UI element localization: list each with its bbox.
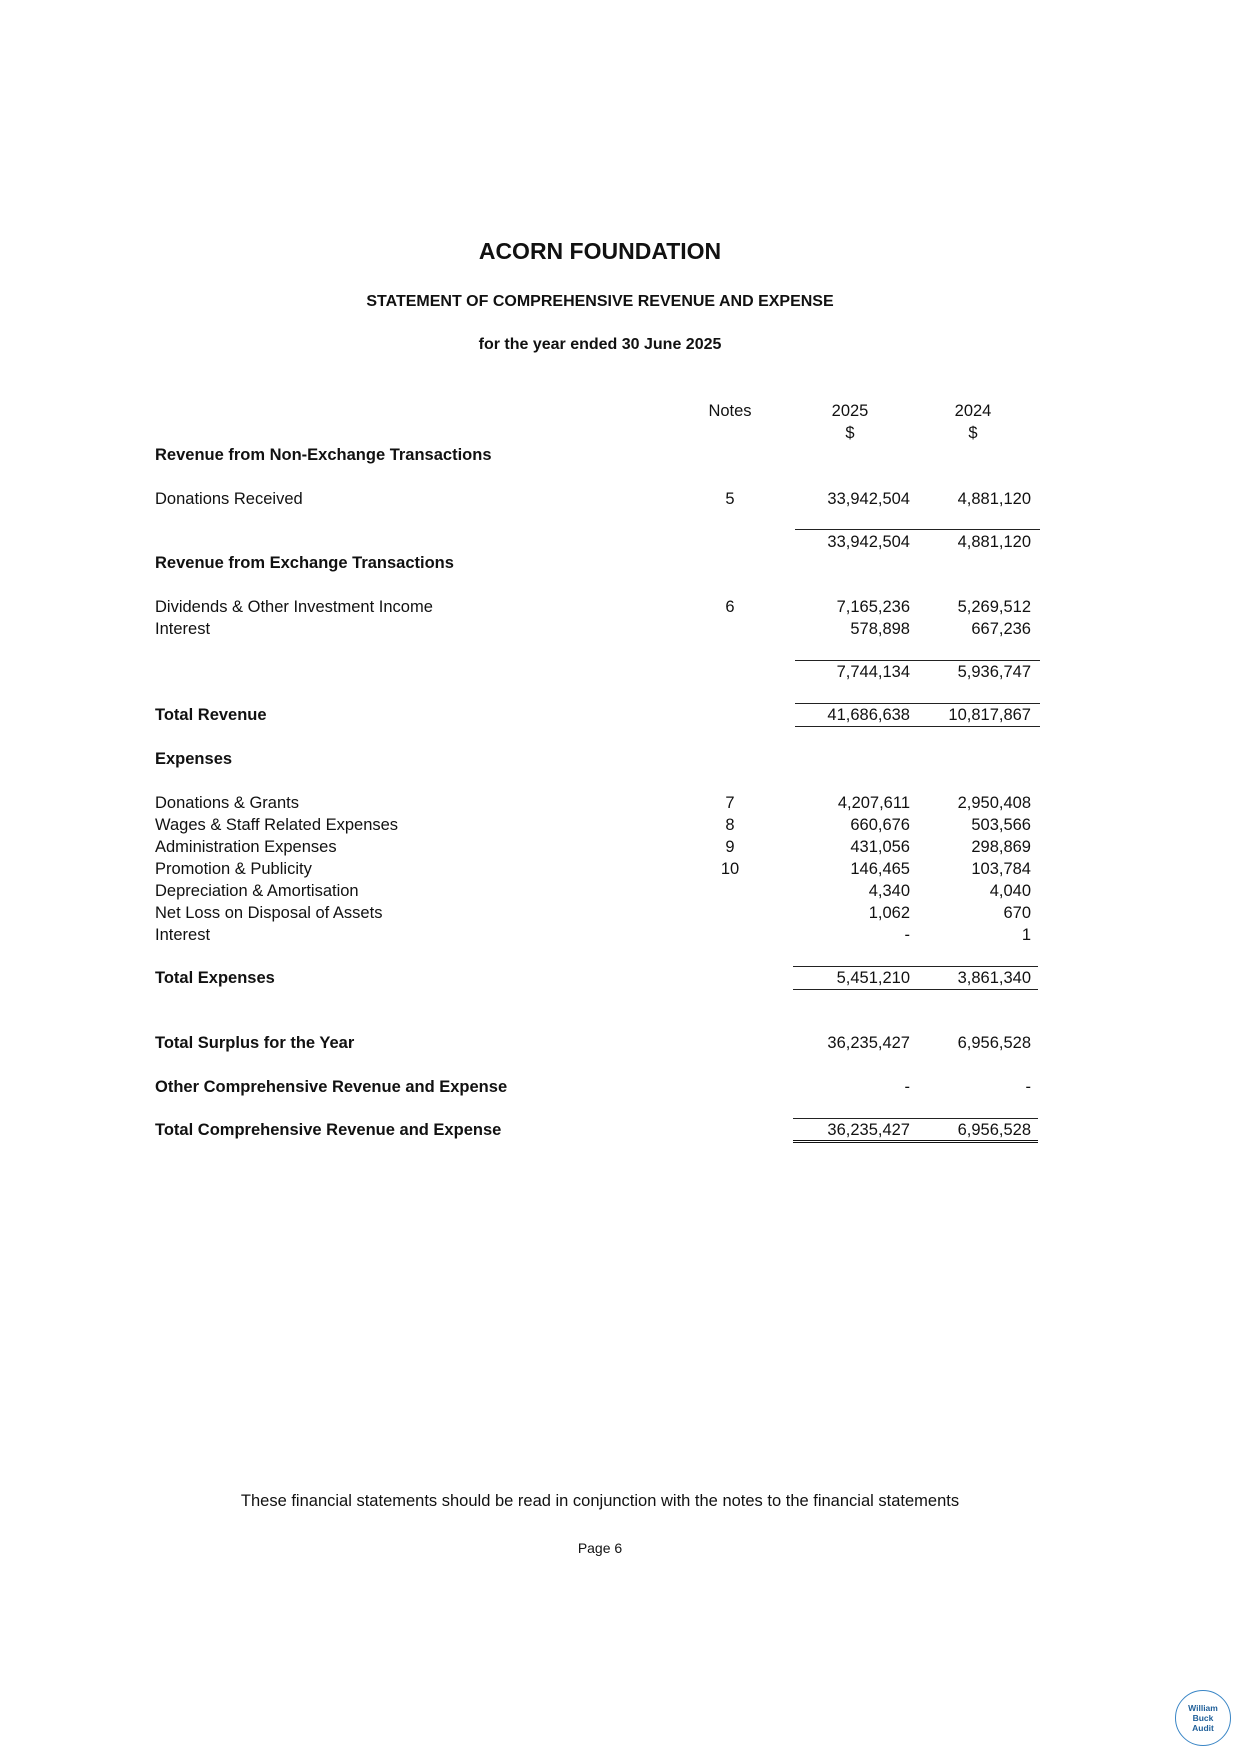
subtotal-row bbox=[0, 531, 1239, 553]
table-row bbox=[0, 902, 1239, 924]
line-label: Donations Received bbox=[155, 490, 303, 508]
line-label: Interest bbox=[155, 926, 211, 944]
total-comprehensive-2025: 36,235,427 bbox=[827, 1121, 910, 1139]
total-revenue-row bbox=[0, 704, 1239, 726]
total-surplus-label: Total Surplus for the Year bbox=[155, 1034, 355, 1052]
section-heading bbox=[0, 444, 1239, 466]
line-value-2024: 1 bbox=[1021, 926, 1031, 944]
table-row bbox=[0, 836, 1239, 858]
total-surplus-2025: 36,235,427 bbox=[827, 1034, 910, 1052]
total-surplus-2024: 6,956,528 bbox=[957, 1034, 1031, 1052]
total-revenue-label: Total Revenue bbox=[155, 706, 267, 724]
total-revenue-2024: 10,817,867 bbox=[948, 706, 1031, 724]
auditor-stamp bbox=[1175, 1690, 1231, 1746]
line-note: 10 bbox=[720, 860, 740, 878]
total-underline bbox=[793, 989, 1038, 990]
line-value-2025: 146,465 bbox=[850, 860, 910, 878]
line-value-2025: 578,898 bbox=[850, 620, 910, 638]
line-value-2024: 667,236 bbox=[971, 620, 1031, 638]
year-2024-header: 2024 bbox=[954, 402, 992, 420]
subtotal-2024: 4,881,120 bbox=[957, 533, 1031, 551]
line-value-2024: 670 bbox=[1003, 904, 1031, 922]
line-value-2025: 1,062 bbox=[868, 904, 910, 922]
subtotal-row bbox=[0, 661, 1239, 683]
line-note: 5 bbox=[725, 490, 735, 508]
total-revenue-2025: 41,686,638 bbox=[827, 706, 910, 724]
other-comprehensive-row bbox=[0, 1076, 1239, 1098]
line-label: Depreciation & Amortisation bbox=[155, 882, 359, 900]
org-name: ACORN FOUNDATION bbox=[478, 238, 722, 264]
total-underline bbox=[795, 726, 1040, 727]
line-value-2024: 298,869 bbox=[971, 838, 1031, 856]
footer-note: These financial statements should be read in conjunction with the notes to the financial statements bbox=[240, 1492, 960, 1510]
subtotal-2024: 5,936,747 bbox=[957, 663, 1031, 681]
stamp-line: Audit bbox=[1192, 1723, 1214, 1733]
line-value-2025: 33,942,504 bbox=[827, 490, 910, 508]
line-note: 9 bbox=[725, 838, 735, 856]
table-row bbox=[0, 880, 1239, 902]
line-value-2025: 4,340 bbox=[868, 882, 910, 900]
non-exchange-heading: Revenue from Non-Exchange Transactions bbox=[155, 446, 492, 464]
statement-title: STATEMENT OF COMPREHENSIVE REVENUE AND EXPENSE bbox=[366, 293, 834, 310]
double-underline bbox=[793, 1140, 1038, 1143]
line-value-2024: 5,269,512 bbox=[957, 598, 1031, 616]
line-value-2024: 2,950,408 bbox=[957, 794, 1031, 812]
subtotal-2025: 7,744,134 bbox=[836, 663, 910, 681]
line-value-2024: 503,566 bbox=[971, 816, 1031, 834]
total-expenses-row bbox=[0, 967, 1239, 989]
expenses-heading: Expenses bbox=[155, 750, 233, 768]
table-row bbox=[0, 858, 1239, 880]
line-label: Interest bbox=[155, 620, 211, 638]
line-value-2025: 4,207,611 bbox=[837, 794, 910, 812]
other-comprehensive-label: Other Comprehensive Revenue and Expense bbox=[155, 1078, 508, 1096]
line-label: Promotion & Publicity bbox=[155, 860, 312, 878]
total-expenses-label: Total Expenses bbox=[155, 969, 275, 987]
section-heading bbox=[0, 748, 1239, 770]
total-comprehensive-row bbox=[0, 1119, 1239, 1141]
line-note: 7 bbox=[725, 794, 735, 812]
subtotal-rule bbox=[795, 529, 1040, 530]
line-value-2025: 7,165,236 bbox=[836, 598, 910, 616]
table-row bbox=[0, 924, 1239, 946]
table-row bbox=[0, 792, 1239, 814]
line-value-2024: 4,881,120 bbox=[957, 490, 1031, 508]
column-header-row bbox=[0, 400, 1239, 422]
total-expenses-2024: 3,861,340 bbox=[957, 969, 1031, 987]
page-number: Page 6 bbox=[577, 1540, 623, 1556]
line-note: 8 bbox=[725, 816, 735, 834]
total-surplus-row bbox=[0, 1032, 1239, 1054]
line-label: Wages & Staff Related Expenses bbox=[155, 816, 399, 834]
table-row bbox=[0, 488, 1239, 510]
section-heading bbox=[0, 552, 1239, 574]
subtotal-2025: 33,942,504 bbox=[827, 533, 910, 551]
line-label: Net Loss on Disposal of Assets bbox=[155, 904, 383, 922]
currency-2024: $ bbox=[968, 424, 978, 442]
line-label: Dividends & Other Investment Income bbox=[155, 598, 433, 616]
notes-column-header: Notes bbox=[708, 402, 752, 420]
currency-2025: $ bbox=[845, 424, 855, 442]
table-row bbox=[0, 814, 1239, 836]
line-value-2025: 431,056 bbox=[850, 838, 910, 856]
line-label: Administration Expenses bbox=[155, 838, 337, 856]
line-value-2024: 103,784 bbox=[971, 860, 1031, 878]
total-expenses-2025: 5,451,210 bbox=[836, 969, 910, 987]
currency-header-row bbox=[0, 422, 1239, 444]
stamp-line: William bbox=[1188, 1703, 1218, 1713]
line-value-2024: 4,040 bbox=[989, 882, 1031, 900]
exchange-heading: Revenue from Exchange Transactions bbox=[155, 554, 454, 572]
other-comprehensive-2025: - bbox=[904, 1078, 910, 1096]
stamp-line: Buck bbox=[1192, 1713, 1214, 1723]
line-value-2025: - bbox=[904, 926, 910, 944]
year-2025-header: 2025 bbox=[831, 402, 869, 420]
financial-statement-table bbox=[0, 400, 1239, 1160]
total-comprehensive-label: Total Comprehensive Revenue and Expense bbox=[155, 1121, 502, 1139]
other-comprehensive-2024: - bbox=[1025, 1078, 1031, 1096]
line-value-2025: 660,676 bbox=[850, 816, 910, 834]
total-comprehensive-2024: 6,956,528 bbox=[957, 1121, 1031, 1139]
line-note: 6 bbox=[725, 598, 735, 616]
table-row bbox=[0, 596, 1239, 618]
line-label: Donations & Grants bbox=[155, 794, 299, 812]
table-row bbox=[0, 618, 1239, 640]
statement-period: for the year ended 30 June 2025 bbox=[478, 336, 722, 353]
